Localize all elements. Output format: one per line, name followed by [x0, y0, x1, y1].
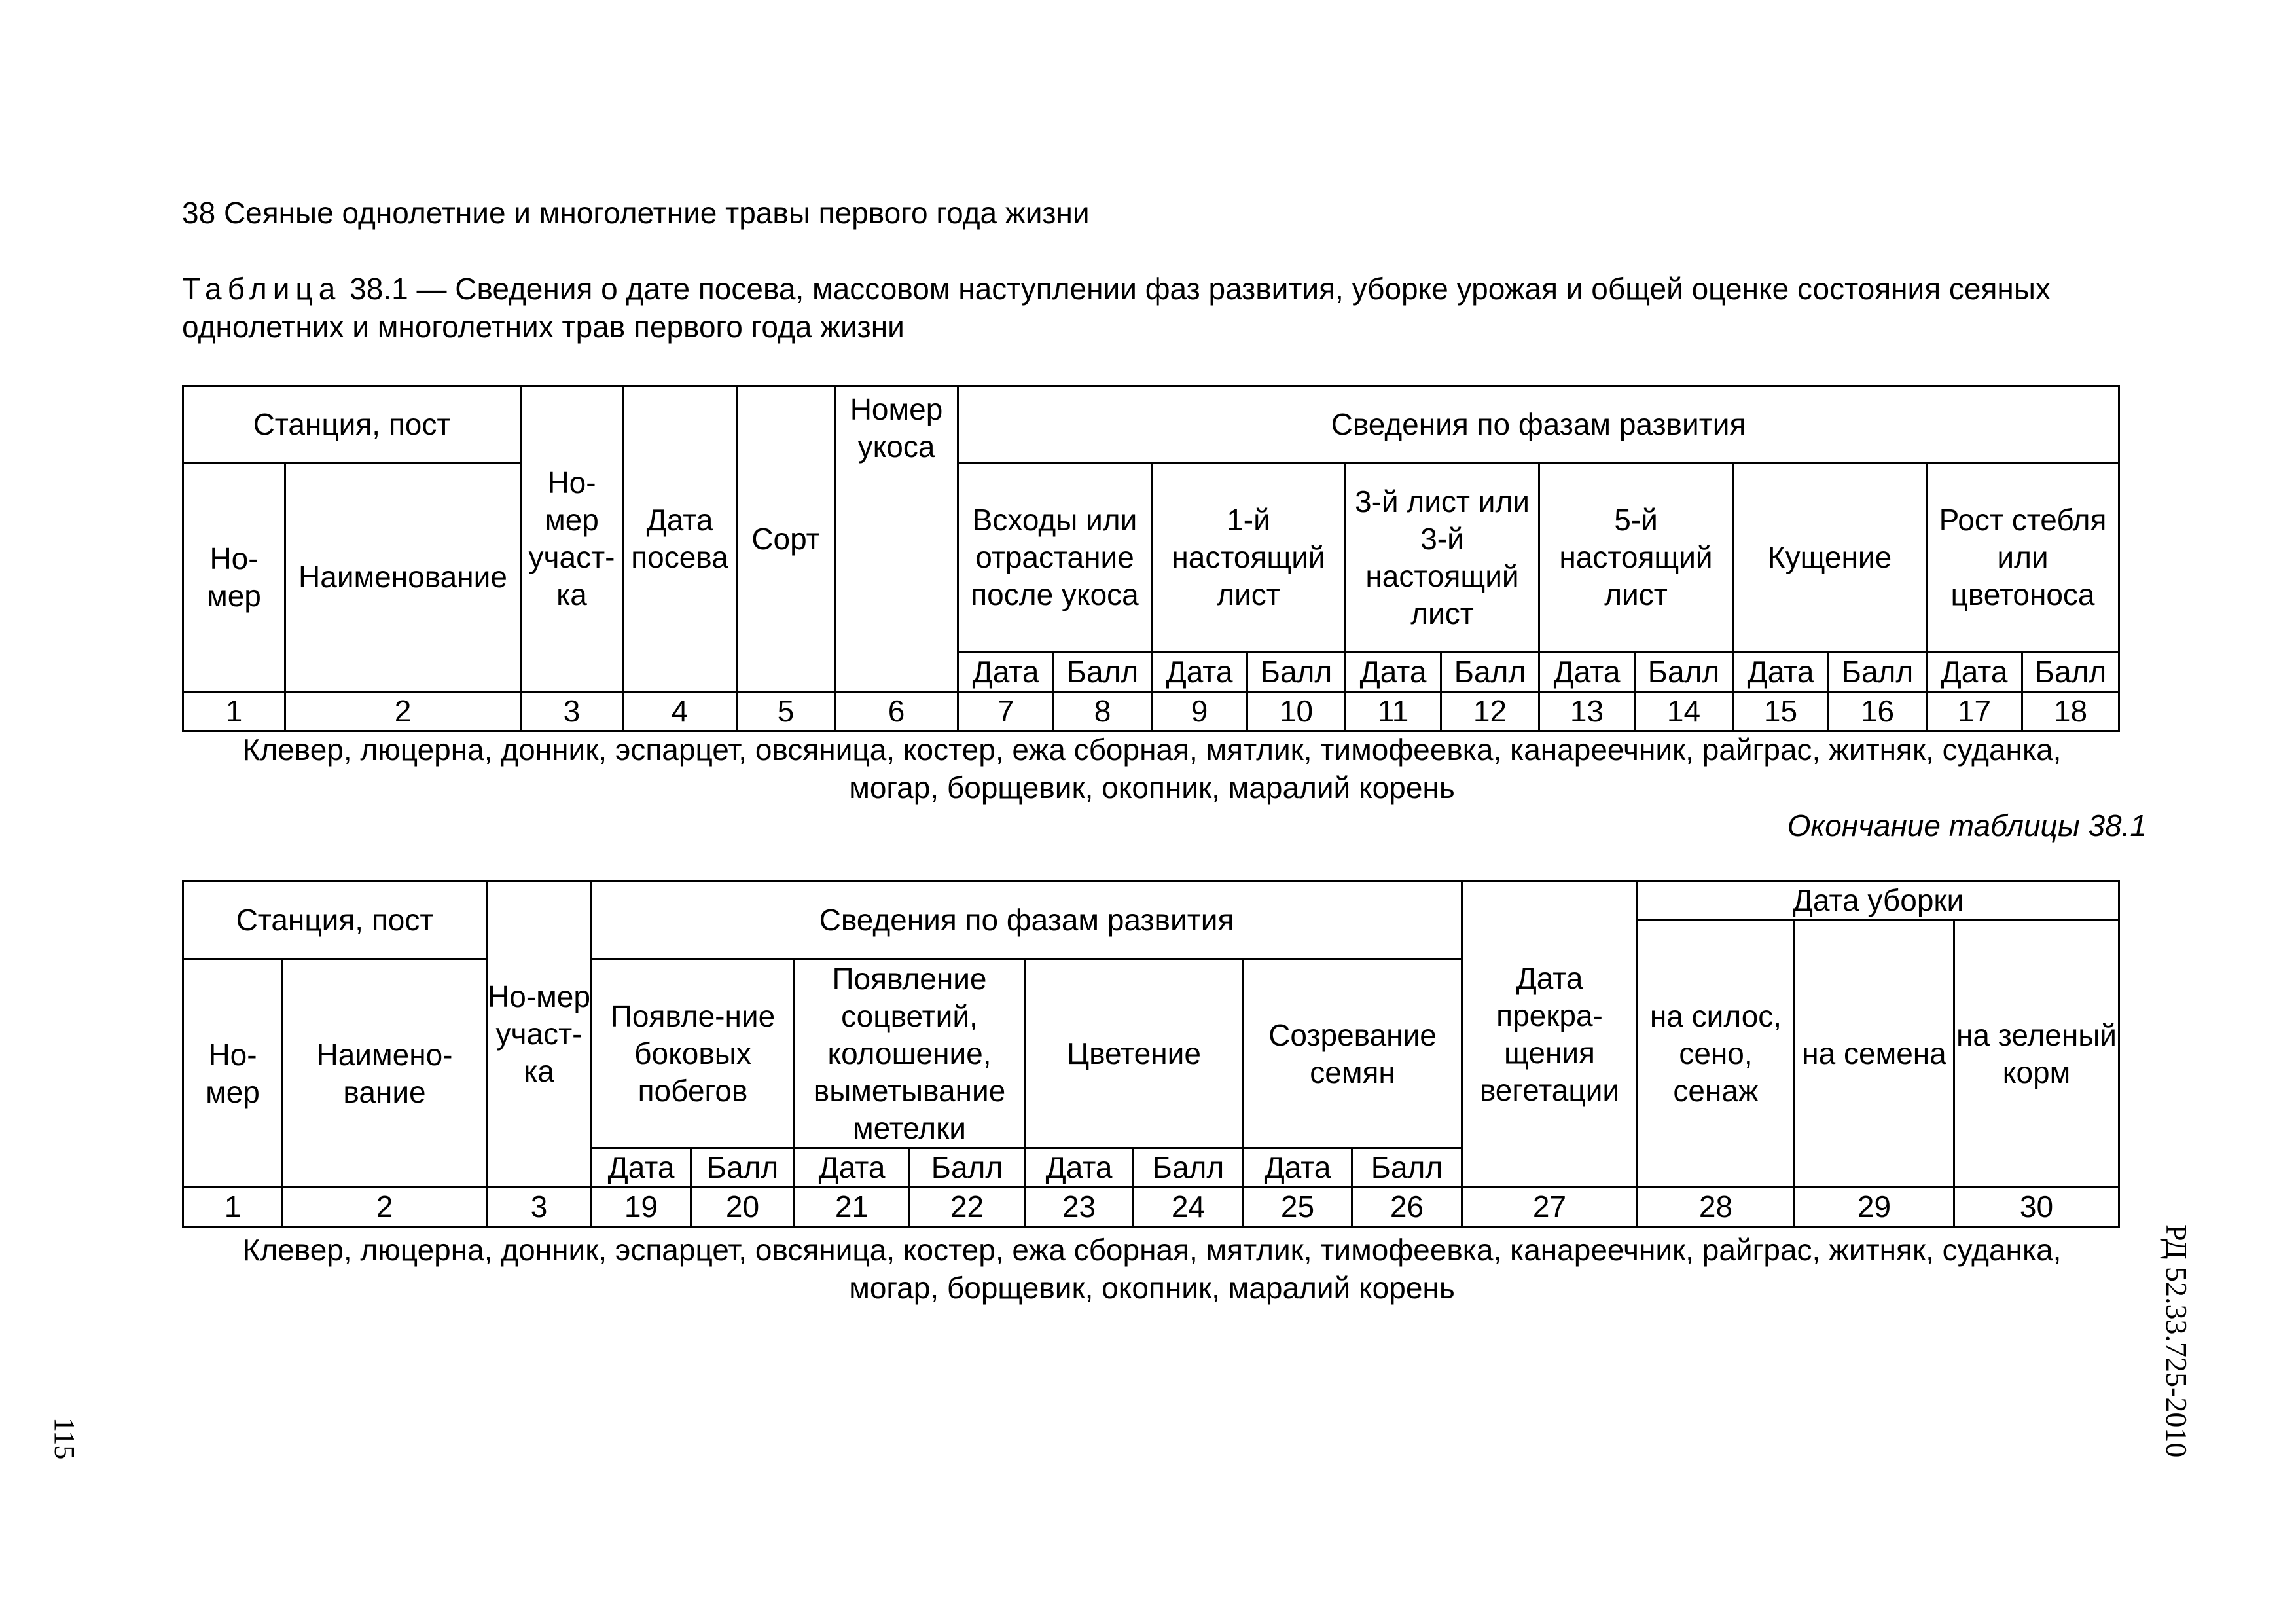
- subheader-score: Балл: [910, 1148, 1025, 1188]
- phase-stem-growth: Рост стебля или цветоноса: [1927, 463, 2119, 653]
- phase-1st-leaf: 1-й настоящий лист: [1152, 463, 1346, 653]
- column-number: 18: [2022, 692, 2119, 731]
- column-number: 27: [1462, 1188, 1638, 1227]
- table-38-1-part2: [182, 880, 2120, 1228]
- column-number: 19: [592, 1188, 691, 1227]
- phase-5th-leaf: 5-й настоящий лист: [1539, 463, 1733, 653]
- column-number: 1: [183, 692, 285, 731]
- subheader-date: Дата: [592, 1148, 691, 1188]
- harvest-green-fodder: на зеленый корм: [1954, 921, 2119, 1188]
- crops-note-1: Клевер, люцерна, донник, эспарцет, овсяница, костер, ежа сборная, мятлик, тимофеевка, канареечник, райграс, житняк, суданка, могар, борщевик, окопник, маралий корень: [242, 733, 2062, 805]
- phase-side-shoots: Появле-ние боковых побегов: [592, 960, 795, 1148]
- caption-label: Таблица: [182, 272, 342, 306]
- subheader-date: Дата: [1927, 653, 2022, 692]
- column-number: 20: [691, 1188, 795, 1227]
- subheader-score: Балл: [1134, 1148, 1244, 1188]
- header-station: Станция, пост: [183, 881, 487, 960]
- subheader-score: Балл: [2022, 653, 2119, 692]
- subheader-date: Дата: [1152, 653, 1247, 692]
- column-number: 1: [183, 1188, 283, 1227]
- column-number: 7: [958, 692, 1054, 731]
- section-title: 38 Сеяные однолетние и многолетние травы первого года жизни: [182, 196, 1090, 230]
- caption-text: Сведения о дате посева, массовом наступлении фаз развития, уборке урожая и общей оценке состояния сеяных однолетних и многолетних трав первого года жизни: [182, 272, 2051, 344]
- column-number: 10: [1247, 692, 1346, 731]
- column-number: 12: [1441, 692, 1539, 731]
- header-station: Станция, пост: [183, 386, 521, 463]
- header-sow-date: Дата посева: [623, 386, 737, 692]
- phase-tillering: Кущение: [1733, 463, 1927, 653]
- column-number: 2: [283, 1188, 487, 1227]
- column-number: 15: [1733, 692, 1829, 731]
- table-38-1-part1: [182, 385, 2120, 732]
- column-number: 28: [1638, 1188, 1795, 1227]
- header-phases: Сведения по фазам развития: [958, 386, 2119, 463]
- subheader-score: Балл: [1635, 653, 1733, 692]
- header-number: Но-мер: [183, 960, 283, 1188]
- header-phases: Сведения по фазам развития: [592, 881, 1462, 960]
- column-number: 2: [285, 692, 521, 731]
- subheader-date: Дата: [958, 653, 1054, 692]
- phase-3rd-leaf: 3-й лист или 3-й настоящий лист: [1346, 463, 1539, 653]
- column-number: 13: [1539, 692, 1635, 731]
- subheader-date: Дата: [1244, 1148, 1352, 1188]
- column-number: 21: [795, 1188, 910, 1227]
- column-number: 25: [1244, 1188, 1352, 1227]
- subheader-score: Балл: [1247, 653, 1346, 692]
- header-plot-number: Но-мер участ-ка: [521, 386, 623, 692]
- header-number: Но-мер: [183, 463, 285, 692]
- phase-inflorescence: Появление соцветий, колошение, выметывание метелки: [795, 960, 1025, 1148]
- header-harvest-date: Дата уборки: [1638, 881, 2119, 921]
- subheader-date: Дата: [1733, 653, 1829, 692]
- subheader-date: Дата: [1539, 653, 1635, 692]
- subheader-score: Балл: [1441, 653, 1539, 692]
- subheader-score: Балл: [1829, 653, 1927, 692]
- subheader-date: Дата: [795, 1148, 910, 1188]
- subheader-score: Балл: [1054, 653, 1152, 692]
- column-number: 3: [521, 692, 623, 731]
- phase-sprouts: Всходы или отрастание после укоса: [958, 463, 1152, 653]
- table-caption: [182, 270, 2132, 346]
- column-number: 23: [1025, 1188, 1134, 1227]
- document-id: РД 52.33.725-2010: [2160, 1224, 2193, 1458]
- caption-number: 38.1: [350, 272, 408, 306]
- subheader-score: Балл: [1352, 1148, 1462, 1188]
- column-number: 6: [835, 692, 958, 731]
- header-plot-number: Но-мер участ-ка: [487, 881, 592, 1188]
- continuation-label: Окончание таблицы 38.1: [1787, 809, 2147, 843]
- crops-note-2: Клевер, люцерна, донник, эспарцет, овсяница, костер, ежа сборная, мятлик, тимофеевка, канареечник, райграс, житняк, суданка, могар, борщевик, окопник, маралий корень: [242, 1233, 2062, 1305]
- subheader-date: Дата: [1346, 653, 1441, 692]
- subheader-date: Дата: [1025, 1148, 1134, 1188]
- column-number: 26: [1352, 1188, 1462, 1227]
- page-number: 115: [48, 1417, 81, 1460]
- column-number: 3: [487, 1188, 592, 1227]
- column-number: 17: [1927, 692, 2022, 731]
- column-number: 22: [910, 1188, 1025, 1227]
- caption-dash: —: [408, 272, 456, 306]
- harvest-seeds: на семена: [1795, 921, 1954, 1188]
- column-number: 4: [623, 692, 737, 731]
- header-name: Наименование: [285, 463, 521, 692]
- column-number: 16: [1829, 692, 1927, 731]
- column-number: 9: [1152, 692, 1247, 731]
- header-variety: Сорт: [737, 386, 835, 692]
- column-number: 24: [1134, 1188, 1244, 1227]
- subheader-score: Балл: [691, 1148, 795, 1188]
- column-number: 14: [1635, 692, 1733, 731]
- column-number: 30: [1954, 1188, 2119, 1227]
- harvest-silage: на силос, сено, сенаж: [1638, 921, 1795, 1188]
- phase-flowering: Цветение: [1025, 960, 1244, 1148]
- header-end-vegetation: Дата прекра-щения вегетации: [1462, 881, 1638, 1188]
- phase-seed-ripening: Созревание семян: [1244, 960, 1462, 1148]
- column-number: 5: [737, 692, 835, 731]
- column-number: 29: [1795, 1188, 1954, 1227]
- column-number: 11: [1346, 692, 1441, 731]
- header-name: Наимено-вание: [283, 960, 487, 1188]
- header-cut-number: Номер укоса: [835, 386, 958, 692]
- column-number: 8: [1054, 692, 1152, 731]
